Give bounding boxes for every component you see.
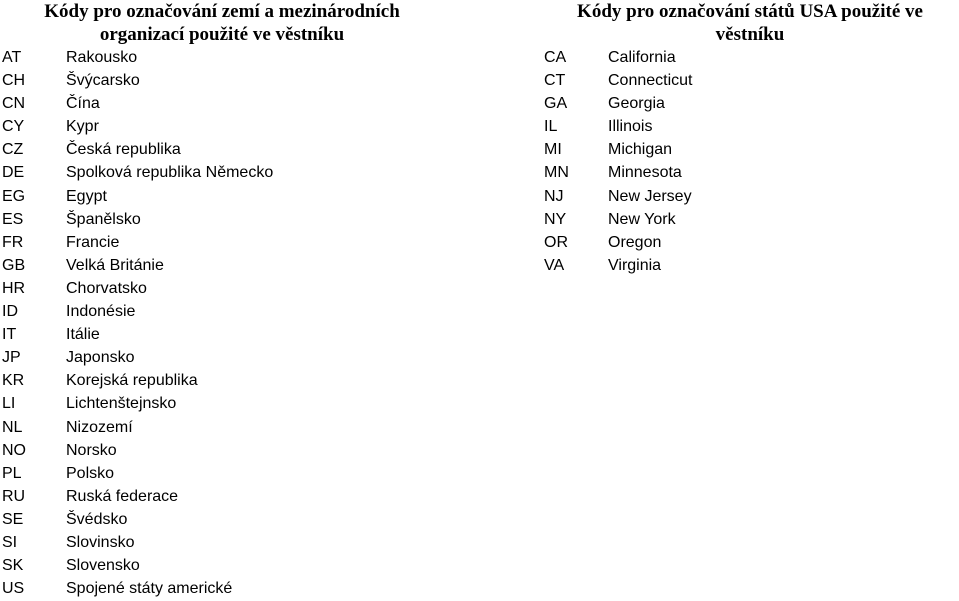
code-row xyxy=(2,323,442,346)
code-row xyxy=(2,369,442,392)
name-value: Čína xyxy=(66,95,100,113)
us-state-codes-section xyxy=(541,0,959,277)
name-value: Polsko xyxy=(66,464,115,482)
name-value: Norsko xyxy=(66,441,117,459)
country-codes-heading-line1: Kódy pro označování zemí a mezinárodních xyxy=(44,1,400,22)
name-value: Švýcarsko xyxy=(66,72,140,90)
us-state-codes-heading-line2: věstníku xyxy=(715,24,785,45)
code-row xyxy=(541,138,959,161)
code-value: US xyxy=(2,580,25,598)
code-row xyxy=(2,277,442,300)
name-value: New Jersey xyxy=(608,187,692,205)
name-value: Spojené státy americké xyxy=(66,580,233,598)
name-value: Nizozemí xyxy=(66,418,133,436)
name-value: Česká republika xyxy=(66,141,181,159)
name-value: Japonsko xyxy=(66,349,135,367)
name-value: Ruská federace xyxy=(66,487,179,505)
code-value: ES xyxy=(2,210,24,228)
name-value: Rakousko xyxy=(66,49,138,66)
code-value: VA xyxy=(544,256,565,274)
code-value: LI xyxy=(2,395,16,413)
code-value: CZ xyxy=(2,141,24,159)
name-value: Georgia xyxy=(608,95,665,113)
code-row xyxy=(2,46,442,69)
country-codes-list xyxy=(2,46,442,600)
code-row xyxy=(541,231,959,254)
code-row xyxy=(2,531,442,554)
code-value: IT xyxy=(2,326,17,344)
code-value: SE xyxy=(2,510,24,528)
code-row xyxy=(541,254,959,277)
name-value: Korejská republika xyxy=(66,372,198,390)
code-value: DE xyxy=(2,164,25,182)
code-value: NL xyxy=(2,418,23,436)
name-value: Spolková republika Německo xyxy=(66,164,274,182)
code-value: CN xyxy=(2,95,26,113)
us-state-codes-heading xyxy=(541,0,959,46)
name-value: Kypr xyxy=(66,118,99,136)
country-codes-heading xyxy=(2,0,442,46)
name-value: Slovinsko xyxy=(66,533,135,551)
code-row xyxy=(2,439,442,462)
code-row xyxy=(2,138,442,161)
code-value: RU xyxy=(2,487,26,505)
name-value: Velká Británie xyxy=(66,256,164,274)
code-value: IL xyxy=(544,118,558,136)
code-value: CY xyxy=(2,118,25,136)
name-value: California xyxy=(608,49,676,66)
code-value: ID xyxy=(2,303,18,321)
name-value: Indonésie xyxy=(66,303,136,321)
code-value: NO xyxy=(2,441,26,459)
code-row xyxy=(541,115,959,138)
code-value: OR xyxy=(544,233,568,251)
code-row xyxy=(2,416,442,439)
code-value: HR xyxy=(2,279,26,297)
name-value: Itálie xyxy=(66,326,100,344)
code-value: NJ xyxy=(544,187,564,205)
code-value: MI xyxy=(544,141,562,159)
code-row xyxy=(2,254,442,277)
code-value: GB xyxy=(2,256,26,274)
code-row xyxy=(2,208,442,231)
code-row xyxy=(2,392,442,415)
name-value: Minnesota xyxy=(608,164,682,182)
us-state-codes-heading-line1: Kódy pro označování států USA použité ve xyxy=(577,1,923,22)
code-value: CA xyxy=(544,49,567,66)
code-value: JP xyxy=(2,349,21,367)
code-value: SK xyxy=(2,557,24,575)
code-row xyxy=(2,346,442,369)
name-value: Španělsko xyxy=(66,210,141,228)
code-value: GA xyxy=(544,95,568,113)
code-row xyxy=(541,92,959,115)
code-row xyxy=(2,577,442,600)
code-row xyxy=(2,462,442,485)
name-value: Chorvatsko xyxy=(66,279,147,297)
country-codes-heading-line2: organizací použité ve věstníku xyxy=(99,24,345,45)
code-row xyxy=(2,231,442,254)
code-row xyxy=(541,69,959,92)
code-value: CH xyxy=(2,72,26,90)
name-value: Švédsko xyxy=(66,510,128,528)
code-row xyxy=(541,46,959,69)
name-value: Egypt xyxy=(66,187,107,205)
us-state-codes-list xyxy=(541,46,959,277)
code-value: MN xyxy=(544,164,569,182)
code-value: KR xyxy=(2,372,25,390)
name-value: Lichtenštejnsko xyxy=(66,395,177,413)
code-value: CT xyxy=(544,72,566,90)
code-value: FR xyxy=(2,233,24,251)
code-value: PL xyxy=(2,464,22,482)
code-row xyxy=(2,185,442,208)
name-value: Oregon xyxy=(608,233,662,251)
code-row xyxy=(541,185,959,208)
name-value: Francie xyxy=(66,233,120,251)
code-row xyxy=(2,485,442,508)
code-value: EG xyxy=(2,187,26,205)
code-value: SI xyxy=(2,533,18,551)
code-row xyxy=(2,300,442,323)
name-value: Virginia xyxy=(608,256,662,274)
code-row xyxy=(2,554,442,577)
name-value: Michigan xyxy=(608,141,673,159)
code-row xyxy=(2,161,442,184)
code-value: AT xyxy=(2,49,22,66)
country-codes-section xyxy=(2,0,442,600)
name-value: Illinois xyxy=(608,118,653,136)
code-row xyxy=(2,508,442,531)
name-value: New York xyxy=(608,210,676,228)
code-row xyxy=(2,115,442,138)
code-row xyxy=(2,69,442,92)
name-value: Connecticut xyxy=(608,72,693,90)
name-value: Slovensko xyxy=(66,557,140,575)
code-row xyxy=(541,208,959,231)
code-row xyxy=(541,161,959,184)
code-value: NY xyxy=(544,210,567,228)
code-row xyxy=(2,92,442,115)
